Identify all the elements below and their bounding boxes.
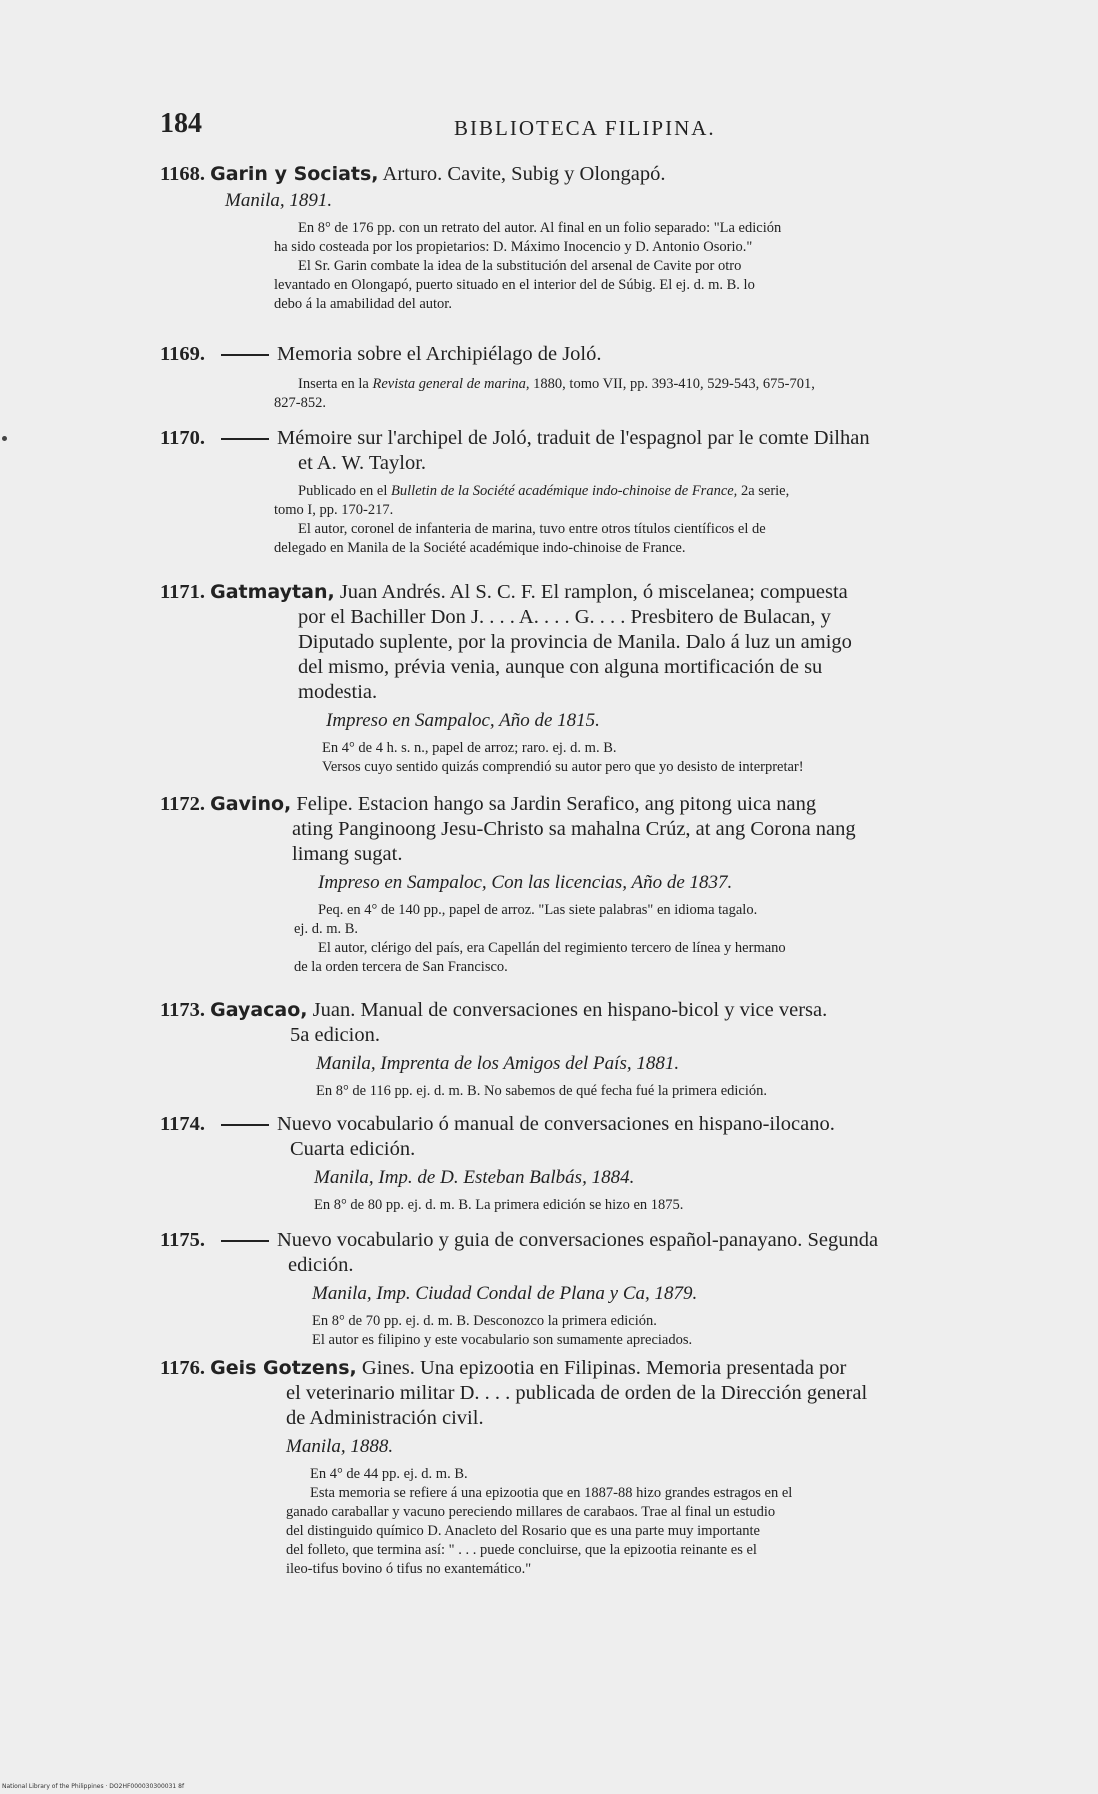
entry-author: Gavino, bbox=[210, 793, 292, 815]
note-line: del distinguido químico D. Anacleto del Rosario que es una parte muy importante bbox=[286, 1523, 760, 1539]
entry-title-cont: edición. bbox=[288, 1254, 354, 1276]
note-line: El Sr. Garin combate la idea de la substitución del arsenal de Cavite por otro bbox=[298, 258, 742, 274]
note-line: delegado en Manila de la Société académique indo-chinoise de France. bbox=[274, 540, 686, 556]
entry-imprint: Manila, Imprenta de los Amigos del País, 1881. bbox=[316, 1053, 680, 1074]
note-line: El autor, coronel de infanteria de marina, tuvo entre otros títulos científicos el de bbox=[298, 521, 766, 537]
note-line: El autor es filipino y este vocabulario son sumamente apreciados. bbox=[312, 1332, 693, 1348]
entry-imprint: Manila, 1891. bbox=[225, 190, 333, 211]
entry-number: 1176. bbox=[160, 1357, 205, 1379]
entry-title: Nuevo vocabulario ó manual de conversaciones en hispano-ilocano. bbox=[277, 1113, 835, 1135]
note-line: debo á la amabilidad del autor. bbox=[274, 296, 452, 312]
note-line: levantado en Olongapó, puerto situado en el interior del de Súbig. El ej. d. m. B. lo bbox=[274, 277, 755, 293]
entry-author: Gatmaytan, bbox=[210, 581, 335, 603]
note-italic: Revista general de marina, bbox=[372, 376, 530, 392]
entry-title-cont: por el Bachiller Don J. . . . A. . . . G. . . . Presbitero de Bulacan, y bbox=[298, 606, 831, 628]
entry-imprint: Manila, Imp. de D. Esteban Balbás, 1884. bbox=[314, 1167, 635, 1188]
running-head: BIBLIOTECA FILIPINA. bbox=[454, 116, 716, 140]
note-line: En 8° de 80 pp. ej. d. m. B. La primera edición se hizo en 1875. bbox=[314, 1197, 684, 1213]
entry-title-cont: ating Panginoong Jesu-Christo sa mahalna Crúz, at ang Corona nang bbox=[292, 818, 856, 840]
entry-number: 1171. bbox=[160, 581, 205, 603]
entry-imprint: Manila, Imp. Ciudad Condal de Plana y Ca, 1879. bbox=[312, 1283, 698, 1304]
entry-title-cont: del mismo, prévia venia, aunque con alguna mortificación de su bbox=[298, 656, 823, 678]
ditto-dash bbox=[221, 1240, 269, 1242]
entry-title-cont: Diputado suplente, por la provincia de Manila. Dalo á luz un amigo bbox=[298, 631, 852, 653]
entry-1172 bbox=[160, 792, 1022, 977]
entry-1174 bbox=[160, 1112, 1022, 1215]
entry-title: Memoria sobre el Archipiélago de Joló. bbox=[277, 343, 602, 365]
note-line: El autor, clérigo del país, era Capellán del regimiento tercero de línea y hermano bbox=[318, 940, 786, 956]
entry-number: 1169. bbox=[160, 343, 205, 365]
scan-footer: National Library of the Philippines · DO2HF000030300031 8f bbox=[2, 1783, 185, 1790]
entry-notes bbox=[160, 482, 1022, 558]
entry-1168 bbox=[160, 162, 1022, 314]
note-line: ej. d. m. B. bbox=[294, 921, 359, 937]
entry-title-cont: 5a edicion. bbox=[290, 1024, 380, 1046]
note-italic: Bulletin de la Société académique indo-chinoise de France, bbox=[391, 483, 738, 499]
entry-author: Geis Gotzens, bbox=[210, 1357, 357, 1379]
note-line: ha sido costeada por los propietarios: D. Máximo Inocencio y D. Antonio Osorio." bbox=[274, 239, 753, 255]
note-line: ganado caraballar y vacuno pereciendo millares de carabaos. Trae al final un estudio bbox=[286, 1504, 776, 1520]
entry-notes bbox=[160, 1082, 1022, 1101]
entry-notes bbox=[160, 375, 1022, 413]
note-line: tomo I, pp. 170-217. bbox=[274, 502, 394, 518]
entry-number: 1172. bbox=[160, 793, 205, 815]
entry-title: Juan Andrés. Al S. C. F. El ramplon, ó miscelanea; compuesta bbox=[334, 581, 848, 603]
note-line: Versos cuyo sentido quizás comprendió su autor pero que yo desisto de interpretar! bbox=[322, 759, 804, 775]
entry-title: Cavite, Subig y Olongapó. bbox=[442, 163, 666, 185]
entry-title: Juan. Manual de conversaciones en hispano-bicol y vice versa. bbox=[307, 999, 828, 1021]
note-line: 827-852. bbox=[274, 395, 326, 411]
entry-1173 bbox=[160, 998, 1022, 1101]
note-text: 2a serie, bbox=[737, 483, 790, 499]
entry-notes bbox=[160, 1312, 1022, 1350]
entry-1176 bbox=[160, 1356, 1022, 1579]
entry-title: Mémoire sur l'archipel de Joló, traduit de l'espagnol par le comte Dilhan bbox=[277, 427, 870, 449]
entry-1170 bbox=[160, 426, 1022, 558]
entry-title-cont: modestia. bbox=[298, 681, 378, 703]
entry-notes bbox=[160, 1465, 1022, 1579]
note-line: Esta memoria se refiere á una epizootia que en 1887-88 hizo grandes estragos en el bbox=[310, 1485, 793, 1501]
note-line: En 4° de 44 pp. ej. d. m. B. bbox=[310, 1466, 468, 1482]
author-rest: Arturo. bbox=[378, 163, 443, 185]
entry-title: Nuevo vocabulario y guia de conversaciones español-panayano. Segunda bbox=[277, 1229, 879, 1251]
entry-title: Gines. Una epizootia en Filipinas. Memoria presentada por bbox=[356, 1357, 847, 1379]
entry-title-cont: el veterinario militar D. . . . publicada de orden de la Dirección general bbox=[286, 1382, 868, 1404]
entry-author: Garin y Sociats, bbox=[210, 163, 379, 185]
entry-1175 bbox=[160, 1228, 1022, 1350]
entry-imprint: Impreso en Sampaloc, Con las licencias, Año de 1837. bbox=[318, 872, 733, 893]
entry-author: Gayacao, bbox=[210, 999, 308, 1021]
note-line: del folleto, que termina así: " . . . puede concluirse, que la epizootia reinante es el bbox=[286, 1542, 757, 1558]
entry-title-cont: Cuarta edición. bbox=[290, 1138, 416, 1160]
entry-number: 1175. bbox=[160, 1229, 205, 1251]
ditto-dash bbox=[221, 438, 269, 440]
entry-number: 1170. bbox=[160, 427, 205, 449]
entry-notes bbox=[160, 739, 1022, 777]
note-text: Inserta en la bbox=[298, 376, 373, 392]
note-line: En 4° de 4 h. s. n., papel de arroz; raro. ej. d. m. B. bbox=[322, 740, 617, 756]
entry-notes bbox=[160, 901, 1022, 977]
note-text: 1880, tomo VII, pp. 393-410, 529-543, 675-701, bbox=[529, 376, 815, 392]
entry-imprint: Impreso en Sampaloc, Año de 1815. bbox=[326, 710, 600, 731]
entry-notes bbox=[160, 1196, 1022, 1215]
note-line: Peq. en 4° de 140 pp., papel de arroz. "Las siete palabras" en idioma tagalo. bbox=[318, 902, 758, 918]
note-line: de la orden tercera de San Francisco. bbox=[294, 959, 508, 975]
entry-number: 1168. bbox=[160, 163, 205, 185]
ditto-dash bbox=[221, 354, 269, 356]
entry-notes bbox=[160, 219, 1022, 314]
note-line: ileo-tifus bovino ó tifus no exantemático." bbox=[286, 1561, 532, 1577]
entry-1169 bbox=[160, 342, 1022, 413]
note-line: En 8° de 70 pp. ej. d. m. B. Desconozco la primera edición. bbox=[312, 1313, 657, 1329]
note-line: En 8° de 116 pp. ej. d. m. B. No sabemos de qué fecha fué la primera edición. bbox=[316, 1083, 768, 1099]
ditto-dash bbox=[221, 1124, 269, 1126]
page-number: 184 bbox=[160, 108, 202, 139]
entry-title-cont: et A. W. Taylor. bbox=[298, 452, 427, 474]
note-line: En 8° de 176 pp. con un retrato del autor. Al final en un folio separado: "La edición bbox=[298, 220, 782, 236]
note-text: Publicado en el bbox=[298, 483, 392, 499]
entry-number: 1173. bbox=[160, 999, 205, 1021]
entry-title: Felipe. Estacion hango sa Jardin Serafico, ang pitong uica nang bbox=[291, 793, 817, 815]
entry-title-cont: de Administración civil. bbox=[286, 1407, 484, 1429]
entry-number: 1174. bbox=[160, 1113, 205, 1135]
entry-imprint: Manila, 1888. bbox=[286, 1436, 394, 1457]
entry-title-cont: limang sugat. bbox=[292, 843, 403, 865]
entry-1171 bbox=[160, 580, 1022, 777]
scan-mark bbox=[2, 436, 7, 441]
